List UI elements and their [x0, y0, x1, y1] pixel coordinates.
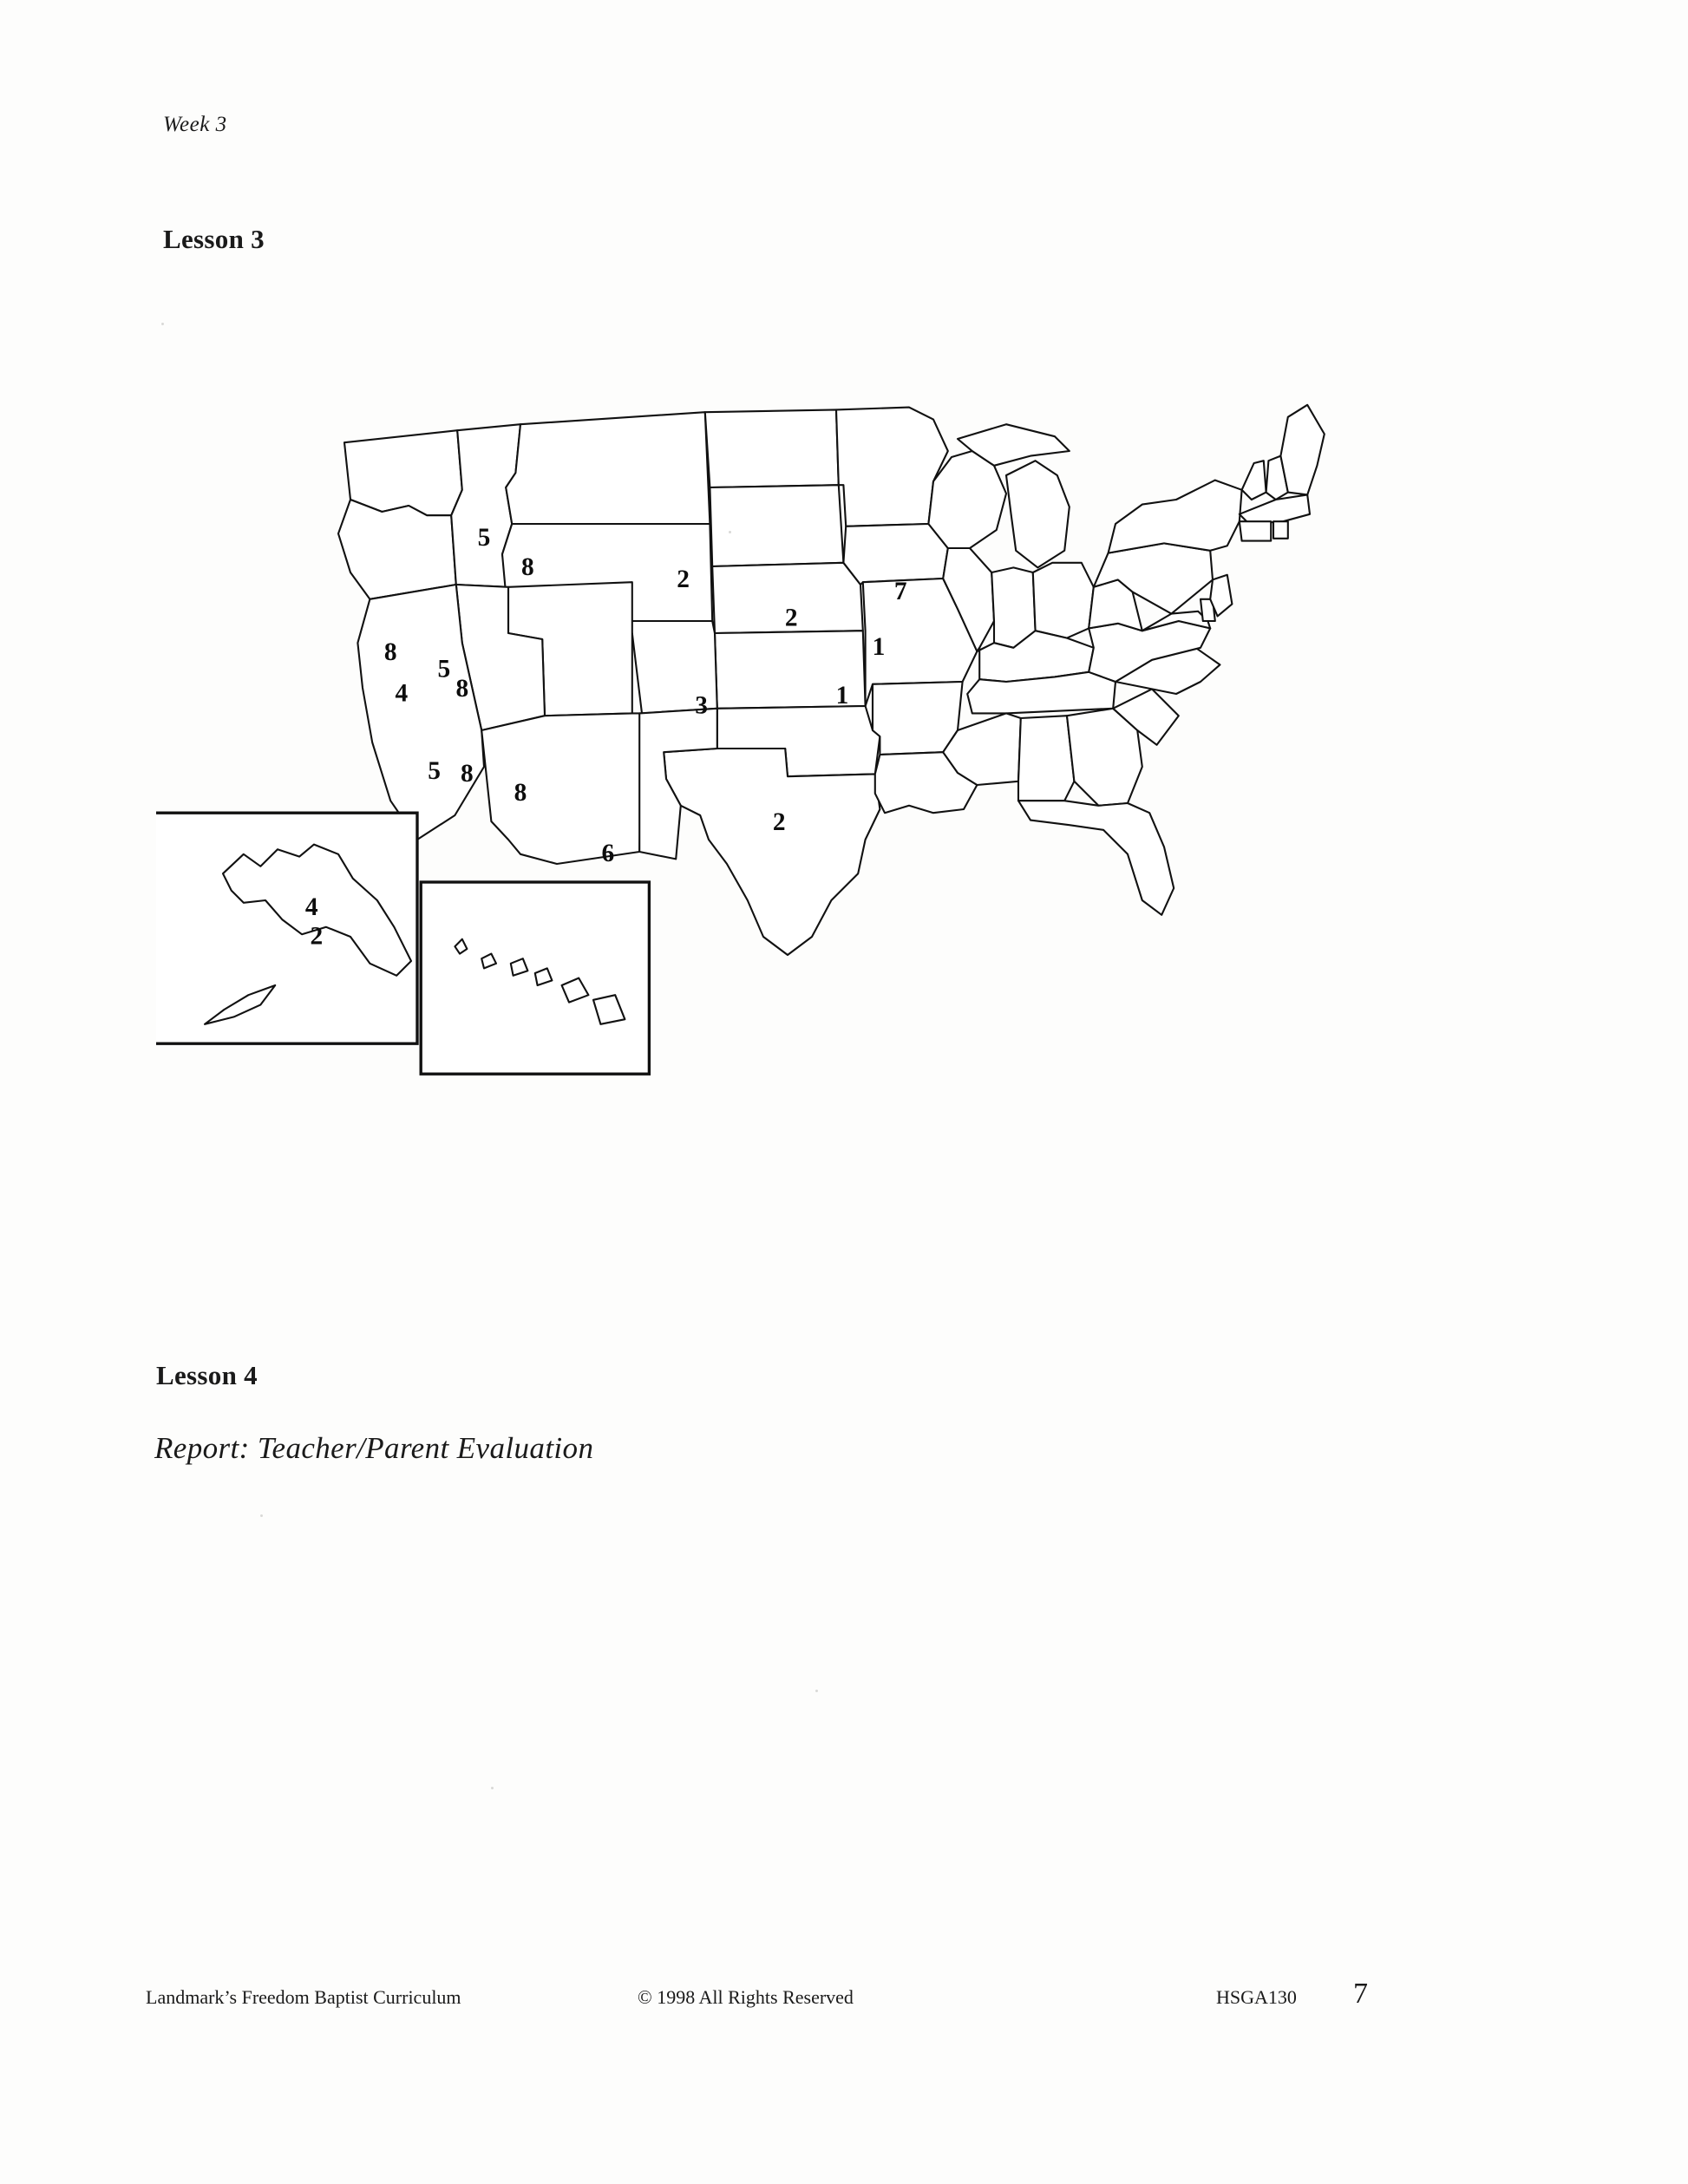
- map-number-utah-5: 5: [437, 655, 451, 683]
- footer-course-code: HSGA130: [1216, 1986, 1297, 2008]
- scan-speck: [815, 1690, 818, 1692]
- map-number-alaska-4: 4: [304, 893, 318, 921]
- map-number-texas: 6: [601, 840, 615, 868]
- map-number-utah-8: 8: [455, 674, 469, 703]
- map-number-west-virginia: 1: [835, 682, 849, 710]
- map-number-alabama: 2: [772, 808, 786, 836]
- map-number-new-york: 7: [893, 577, 907, 605]
- report-line: Report: Teacher/Parent Evaluation: [154, 1431, 594, 1465]
- map-number-montana-2: 8: [521, 553, 534, 581]
- week-label: Week 3: [163, 113, 227, 136]
- scan-speck: [491, 1787, 494, 1789]
- map-number-new-mexico: 8: [514, 779, 527, 808]
- scan-speck: [260, 1514, 263, 1517]
- lesson4-heading: Lesson 4: [156, 1360, 258, 1390]
- map-number-minnesota: 2: [677, 565, 690, 593]
- map-number-pennsylvania: 1: [872, 633, 886, 662]
- map-number-illinois: 3: [695, 691, 708, 720]
- map-number-arizona-5: 5: [428, 757, 441, 785]
- map-number-montana: 5: [477, 524, 491, 553]
- lesson3-heading: Lesson 3: [163, 224, 265, 254]
- map-number-nevada: 8: [383, 638, 397, 666]
- us-map-svg: [156, 330, 1371, 1180]
- map-outlines: [156, 405, 1325, 1074]
- scan-speck: [729, 531, 731, 533]
- us-map-figure: [156, 330, 1371, 1180]
- page-footer: [0, 1978, 1688, 2038]
- map-number-alaska-2: 2: [310, 922, 324, 951]
- map-number-michigan: 2: [784, 604, 798, 632]
- footer-publisher: Landmark’s Freedom Baptist Curriculum: [146, 1986, 461, 2008]
- footer-page-number: 7: [1353, 1978, 1368, 2010]
- footer-copyright: © 1998 All Rights Reserved: [638, 1986, 854, 2008]
- scan-speck: [161, 323, 164, 325]
- map-number-california: 4: [395, 679, 409, 708]
- map-number-arizona-8: 8: [461, 759, 474, 788]
